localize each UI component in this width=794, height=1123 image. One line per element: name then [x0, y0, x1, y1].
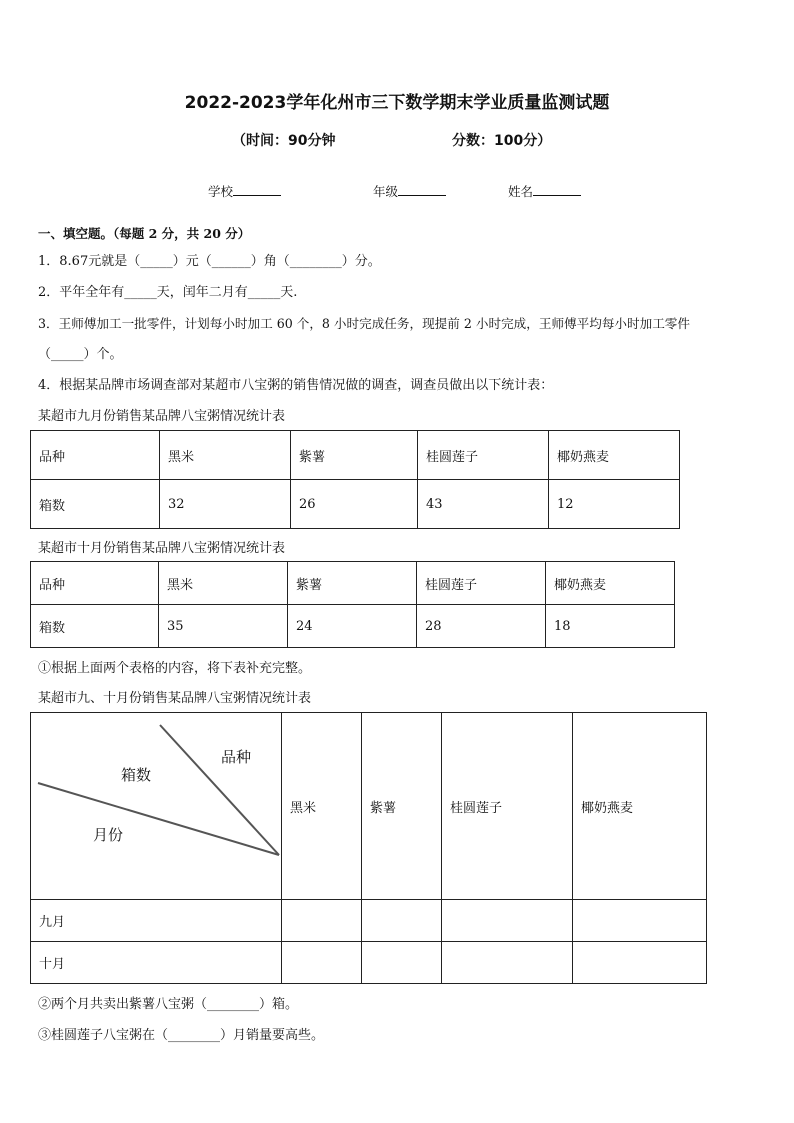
table-cell: 26 — [291, 480, 418, 529]
table-cell: 24 — [288, 605, 417, 648]
school-label: 学校 — [208, 184, 234, 199]
table-cell: 十月 — [31, 942, 282, 984]
name-label: 姓名 — [508, 184, 534, 199]
table-cell: 43 — [418, 480, 549, 529]
total-score: 分数：100分） — [452, 133, 552, 149]
table-cell: 35 — [159, 605, 288, 648]
table-cell: 椰奶燕麦 — [549, 431, 680, 480]
question-2: 2．平年全年有_____天，闰年二月有_____天. — [38, 285, 298, 300]
table-cell: 椰奶燕麦 — [573, 713, 707, 900]
table-cell: 32 — [160, 480, 291, 529]
sub-question-3: ③桂圆莲子八宝粥在（________）月销量要高些。 — [38, 1028, 325, 1043]
table-cell: 紫薯 — [362, 713, 442, 900]
table3-caption: 某超市九、十月份销售某品牌八宝粥情况统计表 — [38, 691, 312, 706]
table-cell: 桂圆莲子 — [418, 431, 549, 480]
question-4: 4．根据某品牌市场调查部对某超市八宝粥的销售情况做的调查，调查员做出以下统计表： — [38, 378, 554, 393]
table-cell: 紫薯 — [291, 431, 418, 480]
grade-label: 年级 — [373, 184, 399, 199]
table-cell: 品种 — [31, 431, 160, 480]
time-limit: （时间：90分钟 — [232, 133, 336, 149]
table-cell: 黑米 — [159, 562, 288, 605]
table-cell: 12 — [549, 480, 680, 529]
table-cell: 椰奶燕麦 — [546, 562, 675, 605]
diag-label-month: 月份 — [93, 826, 124, 844]
table-cell: 品种 — [31, 562, 159, 605]
table2-caption: 某超市十月份销售某品牌八宝粥情况统计表 — [38, 541, 286, 556]
table-cell: 28 — [417, 605, 546, 648]
table-cell: 黑米 — [160, 431, 291, 480]
diag-label-boxes: 箱数 — [121, 766, 152, 784]
diagonal-line-upper — [160, 725, 279, 855]
question-3-line-2: （_____）个。 — [38, 347, 123, 362]
sub-question-2: ②两个月共卖出紫薯八宝粥（________）箱。 — [38, 997, 299, 1012]
page-title: 2022-2023学年化州市三下数学期末学业质量监测试题 — [184, 93, 610, 113]
diagonal-line-lower — [38, 783, 279, 855]
table-cell: 箱数 — [31, 605, 159, 648]
table-cell: 箱数 — [31, 480, 160, 529]
table-cell: 九月 — [31, 900, 282, 942]
table1-caption: 某超市九月份销售某品牌八宝粥情况统计表 — [38, 409, 286, 424]
question-3-line-1: 3．王师傅加工一批零件，计划每小时加工 60 个，8 小时完成任务，现提前 2 小时完成，王师傅平均每小时加工零件 — [38, 316, 690, 331]
section-heading: 一、填空题。（每题 2 分，共 20 分） — [38, 226, 251, 241]
table-cell: 紫薯 — [288, 562, 417, 605]
question-1: 1．8.67元就是（_____）元（______）角（________）分。 — [38, 254, 381, 269]
table-cell: 桂圆莲子 — [442, 713, 573, 900]
table-cell: 18 — [546, 605, 675, 648]
sub-question-1: ①根据上面两个表格的内容，将下表补充完整。 — [38, 661, 312, 676]
table-cell: 桂圆莲子 — [417, 562, 546, 605]
diag-label-variety: 品种 — [221, 748, 252, 766]
table-cell: 黑米 — [282, 713, 362, 900]
